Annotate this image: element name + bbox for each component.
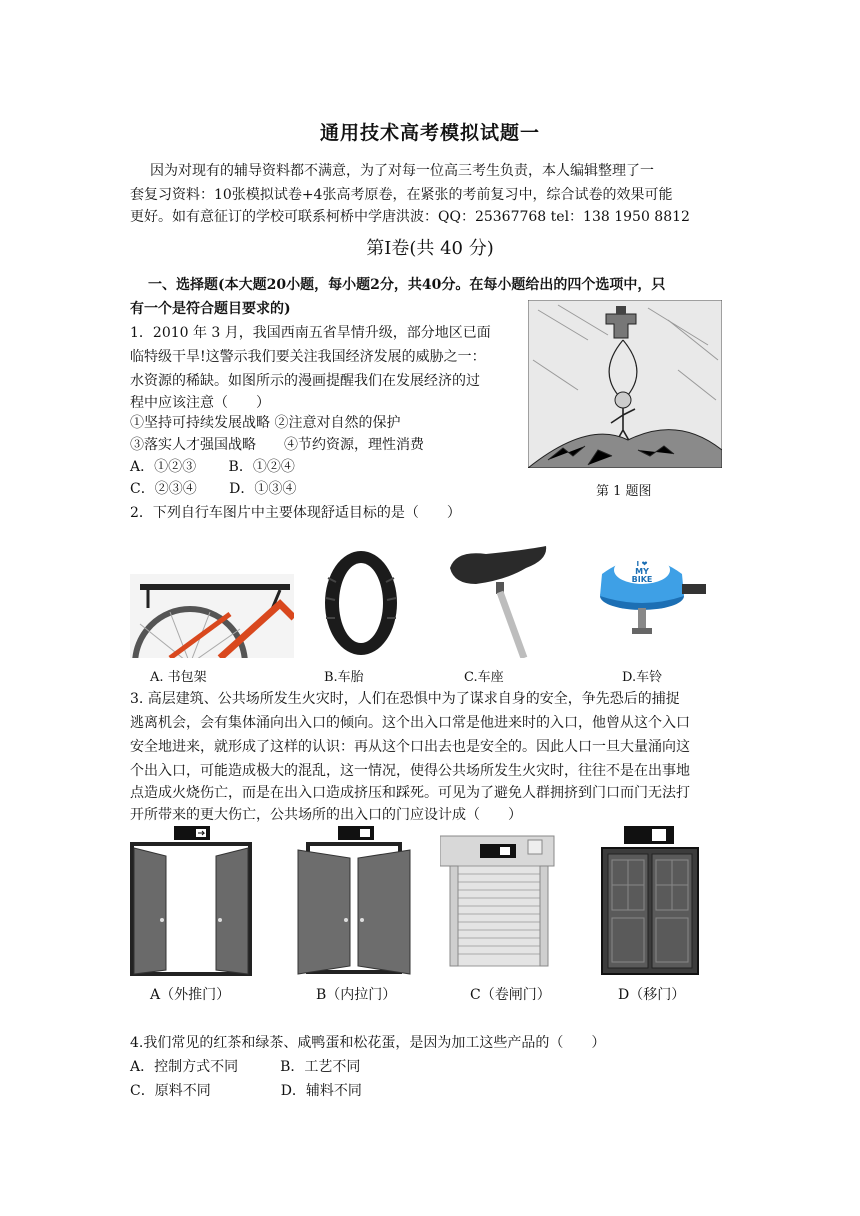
q1-options-cd: C．②③④ D．①③④ bbox=[130, 481, 297, 497]
q1-line-2: 临特级干旱!这警示我们要关注我国经济发展的威胁之一： bbox=[130, 349, 486, 365]
q1-figure-caption: 第 1 题图 bbox=[596, 484, 652, 499]
q3-option-b: B（内拉门） bbox=[316, 987, 397, 1003]
q3-line-5: 点造成火烧伤亡，而是在出入口造成挤压和踩死。可见为了避免人群拥挤到门口而门无法打 bbox=[130, 785, 690, 801]
q3-option-c: C（卷闸门） bbox=[470, 987, 551, 1003]
section-heading-line-1: 一、选择题(本大题20小题，每小题2分，共40分。在每小题给出的四个选项中，只 bbox=[148, 277, 666, 293]
q1-line-4: 程中应该注意（ ） bbox=[130, 395, 270, 411]
bicycle-bell-image bbox=[596, 544, 716, 644]
door-pull-in-image bbox=[296, 824, 412, 976]
q1-options-ab: A．①②③ B．①②④ bbox=[130, 459, 295, 475]
section-heading-line-2: 有一个是符合题目要求的) bbox=[130, 301, 291, 317]
q2-option-d: D.车铃 bbox=[622, 670, 663, 685]
q2-option-b: B.车胎 bbox=[324, 670, 364, 685]
page-title: 通用技术高考模拟试题一 bbox=[319, 122, 540, 144]
q3-option-a: A（外推门） bbox=[150, 987, 231, 1003]
q4-question: 4.我们常见的红茶和绿茶、咸鸭蛋和松花蛋，是因为加工这些产品的（ ） bbox=[130, 1035, 606, 1051]
part-title: 第Ⅰ卷(共 40 分) bbox=[366, 238, 494, 259]
bicycle-tire-image bbox=[320, 548, 402, 658]
q2-option-a: A. 书包架 bbox=[150, 670, 207, 685]
bicycle-saddle-image bbox=[446, 542, 550, 658]
q1-statement-3-4: ③落实人才强国战略 ④节约资源，理性消费 bbox=[130, 437, 424, 453]
q3-line-2: 逃离机会，会有集体涌向出入口的倾向。这个出入口常是他进来时的入口，他曾从这个入口 bbox=[130, 715, 690, 731]
bell-text-i-love: I ❤ bbox=[636, 560, 648, 568]
door-push-out-image bbox=[130, 824, 252, 976]
sliding-door-image bbox=[600, 824, 700, 976]
q3-line-1: 3. 高层建筑、公共场所发生火灾时，人们在恐惧中为了谋求自身的安全，争先恐后的捕捉 bbox=[130, 691, 680, 707]
q3-line-3: 安全地进来，就形成了这样的认识：再从这个口出去也是安全的。因此人口一旦大量涌向这 bbox=[130, 739, 690, 755]
bicycle-rack-image bbox=[130, 574, 294, 658]
q2-question: 2．下列自行车图片中主要体现舒适目标的是（ ） bbox=[130, 505, 461, 521]
q1-statement-1-2: ①坚持可持续发展战略 ②注意对自然的保护 bbox=[130, 415, 401, 431]
intro-line-2: 套复习资料：10张模拟试卷+4张高考原卷，在紧张的考前复习中，综合试卷的效果可能 bbox=[130, 187, 673, 203]
q3-option-d: D（移门） bbox=[618, 987, 686, 1003]
q1-line-3: 水资源的稀缺。如图所示的漫画提醒我们在发展经济的过 bbox=[130, 373, 480, 389]
q1-line-1: 1．2010 年 3 月，我国西南五省旱情升级，部分地区已面 bbox=[130, 325, 491, 341]
rolling-shutter-door-image bbox=[440, 828, 558, 968]
q3-line-4: 个出入口，可能造成极大的混乱，这一情况，使得公共场所发生火灾时，往往不是在出事地 bbox=[130, 763, 690, 779]
q4-options-cd: C．原料不同 D．辅料不同 bbox=[130, 1083, 362, 1099]
bell-text-bike: BIKE bbox=[631, 575, 653, 584]
q4-options-ab: A．控制方式不同 B．工艺不同 bbox=[130, 1059, 361, 1075]
q2-option-c: C.车座 bbox=[464, 670, 504, 685]
bell-text-my: MY bbox=[635, 567, 649, 576]
drought-cartoon-image bbox=[528, 300, 722, 468]
intro-line-1: 因为对现有的辅导资料都不满意，为了对每一位高三考生负责，本人编辑整理了一 bbox=[150, 163, 654, 179]
intro-line-3: 更好。如有意征订的学校可联系柯桥中学唐洪波：QQ：25367768 tel：138 1950 8812 bbox=[130, 209, 690, 225]
q3-line-6: 开所带来的更大伤亡，公共场所的出入口的门应设计成（ ） bbox=[130, 807, 522, 823]
